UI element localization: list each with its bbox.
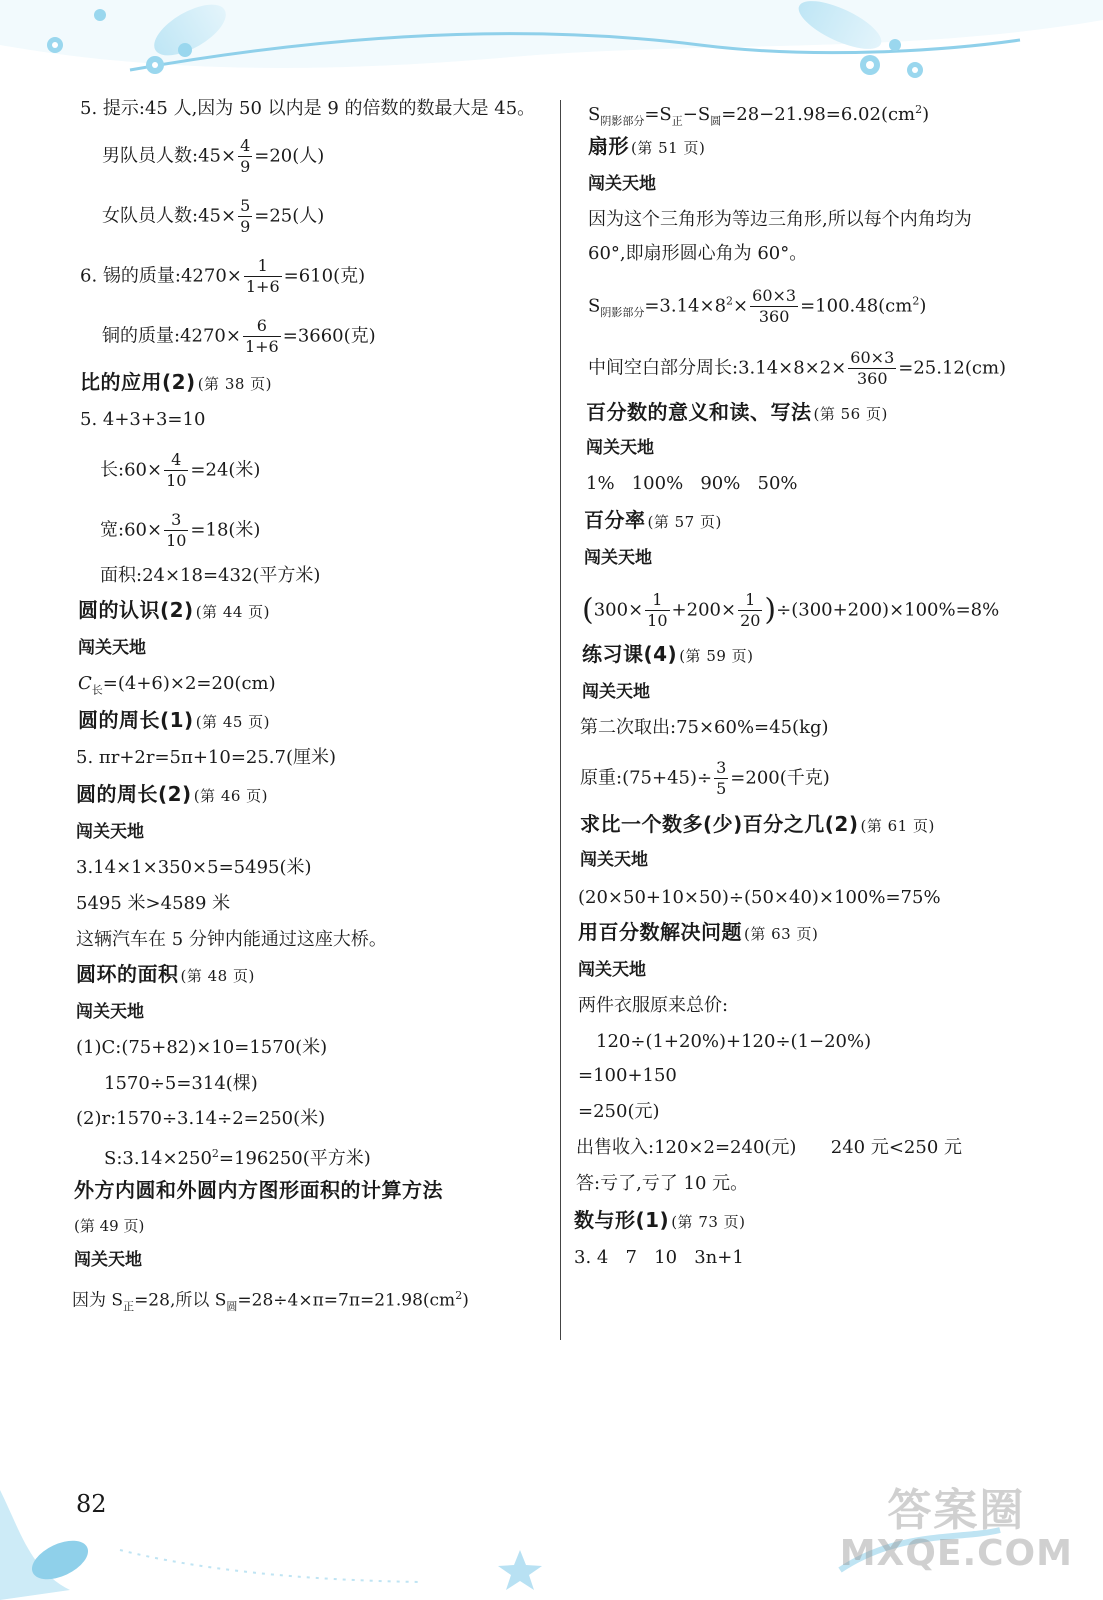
left-line-5: 铜的质量:4270× $\frac{6}{1+6}$ =3660(克) <box>102 316 376 356</box>
section-heading: 百分数的意义和读、写法 (第 56 页) <box>586 400 888 424</box>
right-line-4: $S_{阴影部分}=3.14\times 8^2\times$ $\frac{60\times 3}{360}$ $=100.48(cm^2)$ <box>588 286 927 326</box>
section-heading: 圆的周长(2) (第 46 页) <box>76 782 269 806</box>
left-line-9: 面积:24×18=432(平方米) <box>100 565 321 586</box>
left-line-14: 这辆汽车在 5 分钟内能通过这座大桥。 <box>76 929 387 950</box>
page-ref: (第 49 页) <box>74 1217 145 1235</box>
right-line-13: =100+150 <box>578 1065 677 1086</box>
subheading: 闯关天地 <box>582 682 650 702</box>
left-line-1: 5. 提示:45 人,因为 50 以内是 9 的倍数的数最大是 45。 <box>80 98 536 119</box>
left-line-19: 因为 $S_正=28$,所以 $S_圆=28\div 4\times\pi=7\pi=21.98(cm^2)$ <box>72 1289 469 1314</box>
section-heading: 练习课(4) (第 59 页) <box>582 642 754 666</box>
right-line-16: 答:亏了,亏了 10 元。 <box>576 1173 749 1194</box>
left-line-10: $C_长=(4+6)\times 2=20(cm)$ <box>78 673 276 697</box>
left-line-16: 1570÷5=314(棵) <box>104 1073 258 1094</box>
page-number: 82 <box>76 1490 107 1518</box>
subheading: 闯关天地 <box>76 822 144 842</box>
right-line-2: 因为这个三角形为等边三角形,所以每个内角均为 <box>588 209 972 230</box>
left-line-8: 宽:60× $\frac{3}{10}$ =18(米) <box>100 510 261 550</box>
section-heading: 圆的周长(1) (第 45 页) <box>78 708 271 732</box>
watermark: 答案圈 MXQE.COM <box>839 1485 1073 1574</box>
subheading: 闯关天地 <box>584 548 652 568</box>
left-line-6: 5. 4+3+3=10 <box>80 409 206 430</box>
subheading: 闯关天地 <box>580 850 648 870</box>
left-line-4: 6. 锡的质量:4270× $\frac{1}{1+6}$ =610(克) <box>80 256 366 296</box>
left-line-13: 5495 米>4589 米 <box>76 893 231 914</box>
right-line-7: (300× $\frac{1}{10}$ +200× $\frac{1}{20}$ )÷(300+200)×100%=8% <box>582 590 1000 630</box>
section-heading: 扇形 (第 51 页) <box>588 134 706 158</box>
left-line-2: 男队员人数:45× $\frac{4}{9}$ =20(人) <box>102 136 325 176</box>
right-line-11: 两件衣服原来总价: <box>578 995 729 1016</box>
left-line-15: (1)C:(75+82)×10=1570(米) <box>76 1037 328 1058</box>
subheading: 闯关天地 <box>78 638 146 658</box>
section-heading: 圆的认识(2) (第 44 页) <box>78 598 271 622</box>
right-line-1: $S_{阴影部分}=S_正-S_圆=28-21.98=6.02(cm^2)$ <box>588 103 930 128</box>
right-line-15: 出售收入:120×2=240(元) 240 元<250 元 <box>576 1137 963 1158</box>
right-line-9: 原重:(75+45)÷ $\frac{3}{5}$ =200(千克) <box>580 758 830 798</box>
right-line-5: 中间空白部分周长:3.14×8×2× $\frac{60\times 3}{360}$ =25.12(cm) <box>588 348 1007 388</box>
left-line-18: $S:3.14\times 250^2=196250$(平方米) <box>104 1147 371 1169</box>
header-floral-decoration <box>0 0 1103 110</box>
right-line-12: 120÷(1+20%)+120÷(1−20%) <box>596 1031 872 1052</box>
subheading: 闯关天地 <box>586 438 654 458</box>
right-line-14: =250(元) <box>578 1101 660 1122</box>
section-heading: 外方内圆和外圆内方图形面积的计算方法 <box>74 1178 443 1202</box>
section-heading: 求比一个数多(少)百分之几(2) (第 61 页) <box>580 812 935 836</box>
section-heading: 用百分数解决问题 (第 63 页) <box>578 920 819 944</box>
right-line-17: 3. 4 7 10 3n+1 <box>574 1247 744 1268</box>
right-line-8: 第二次取出:75×60%=45(kg) <box>580 717 829 738</box>
left-line-17: (2)r:1570÷3.14÷2=250(米) <box>76 1108 326 1129</box>
right-line-3: 60°,即扇形圆心角为 60°。 <box>588 243 808 264</box>
right-line-10: (20×50+10×50)÷(50×40)×100%=75% <box>578 887 941 908</box>
subheading: 闯关天地 <box>76 1002 144 1022</box>
section-heading: 比的应用(2) (第 38 页) <box>80 370 273 394</box>
subheading: 闯关天地 <box>588 174 656 194</box>
right-line-6: 1% 100% 90% 50% <box>586 473 798 494</box>
left-line-3: 女队员人数:45× $\frac{5}{9}$ =25(人) <box>102 196 325 236</box>
section-heading: 数与形(1) (第 73 页) <box>574 1208 746 1232</box>
column-divider <box>560 100 561 1340</box>
left-line-12: 3.14×1×350×5=5495(米) <box>76 857 312 878</box>
left-line-7: 长:60× $\frac{4}{10}$ =24(米) <box>100 450 261 490</box>
section-heading: 百分率 (第 57 页) <box>584 508 722 532</box>
subheading: 闯关天地 <box>578 960 646 980</box>
subheading: 闯关天地 <box>74 1250 142 1270</box>
left-line-11: 5. πr+2r=5π+10=25.7(厘米) <box>76 747 337 768</box>
section-heading: 圆环的面积 (第 48 页) <box>76 962 255 986</box>
